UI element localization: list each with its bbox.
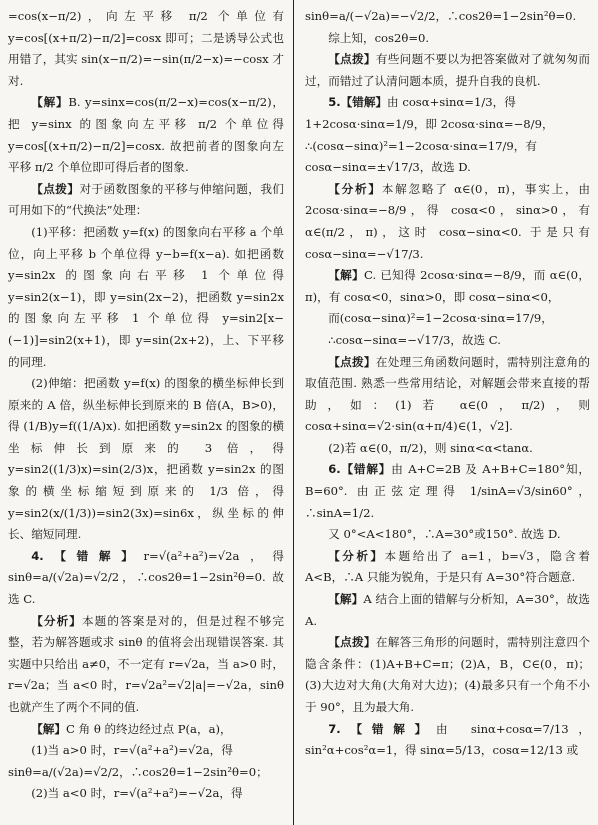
paragraph-text: C 角 θ 的终边经过点 P(a，a)， — [65, 721, 232, 736]
right-paragraph — [305, 330, 590, 352]
paragraph-text: (1)平移：把函数 y=f(x) 的图象向右平移 a 个单位，向上平移 b 个单位得 y−b=f(x−a). 如把函数 y=sin2x 的图象向右平移 1 个单位得 y=sin2(x−1)，即 y=sin(2x−2)，把函数 y=sin2x 的图象向左平移 1 个单位得 y=sin2[x−(−1)]=sin2(x+1)，即 y=sin(2x+2)，上、下平移的同理. — [8, 224, 284, 369]
section-label: 6.【错解】 — [328, 462, 392, 477]
right-paragraph — [305, 459, 590, 524]
section-label: 5.【错解】 — [328, 95, 388, 110]
paragraph-text: (2)若 α∈(0，π/2)，则 sinα<α<tanα. — [328, 440, 533, 455]
paragraph-text: 在解答三角形的问题时，需特别注意四个隐含条件：(1)A+B+C=π；(2)A，B，C∈(0，π)；(3)大边对大角(大角对大边)；(4)最多只有一个角不小于 90°，且为最大角. — [305, 635, 590, 714]
right-paragraph — [305, 179, 590, 265]
right-paragraph — [305, 136, 590, 158]
left-paragraph — [8, 373, 284, 546]
left-column — [8, 6, 284, 805]
right-paragraph — [305, 92, 590, 114]
right-paragraph — [305, 114, 590, 136]
left-paragraph — [8, 6, 284, 92]
paragraph-text: ∴cosα−sinα=−√17/3，故选 C. — [328, 332, 501, 347]
paragraph-text: 本题的答案是对的，但是过程不够完整，若为解答题或求 sinθ 的值将会出现错误答案. 其实题中只给出 a≠0，不一定有 r=√2a，当 a>0 时，r=√2a；当 a<0 时，r=√2a²=√2|a|=−√2a，sinθ 也就产生了两个不同的值. — [8, 613, 284, 714]
paragraph-text: (1)当 a>0 时，r=√(a²+a²)=√2a，得 — [31, 743, 233, 758]
paragraph-text: B. y=sinx=cos(π/2−x)=cos(x−π/2)，把 y=sinx 的图象向左平移 π/2 个单位得 y=cos[(x+π/2)−π/2]=cosx. 故把前者的图象向左平移 π/2 个单位即可得后者的图象. — [8, 95, 284, 175]
right-paragraph — [305, 719, 590, 762]
section-label: 4.【错解】 — [31, 548, 144, 563]
paragraph-text: 本题给出了 a=1，b=√3，隐含着 A<B，∴A 只能为锐角，于是只有 A=30°符合题意. — [305, 548, 590, 585]
left-paragraph — [8, 92, 284, 178]
right-column — [305, 6, 590, 762]
section-label: 【点拨】 — [328, 354, 376, 369]
paragraph-text: ∴(cosα−sinα)²=1−2cosα·sinα=17/9，有 — [305, 138, 537, 153]
left-paragraph — [8, 546, 284, 611]
right-paragraph — [305, 6, 590, 28]
section-label: 【分析】 — [328, 548, 385, 563]
paragraph-text: C. 已知得 2cosα·sinα=−8/9，而 α∈(0，π)，有 cosα<0，sinα>0，即 cosα−sinα<0， — [305, 268, 590, 304]
section-label: 【分析】 — [328, 181, 382, 196]
right-paragraph — [305, 28, 590, 50]
column-divider — [293, 0, 294, 825]
right-paragraph — [305, 308, 590, 330]
left-paragraph — [8, 740, 284, 762]
paragraph-text: 由 A+C=2B 及 A+B+C=180°知，B=60°. 由正弦定理得 1/sinA=√3/sin60°，∴sinA=1/2. — [305, 462, 590, 520]
left-paragraph — [8, 611, 284, 719]
right-paragraph — [305, 546, 590, 589]
paragraph-text: 有些问题不要以为把答案做对了就匆匆而过，而错过了认清问题本质，提升自我的良机. — [305, 52, 590, 88]
paragraph-text: cosα−sinα=±√17/3，故选 D. — [305, 160, 471, 175]
paragraph-text: 1+2cosα·sinα=1/9，即 2cosα·sinα=−8/9， — [305, 116, 554, 131]
section-label: 【解】 — [328, 268, 365, 283]
right-paragraph — [305, 632, 590, 718]
right-paragraph — [305, 438, 590, 460]
paragraph-text: 综上知，cos2θ=0. — [328, 30, 430, 45]
paragraph-text: r=√(a²+a²)=√2a，得 sinθ=a/(√2a)=√2/2，∴cos2θ=1−2sin²θ=0. 故选 C. — [8, 548, 284, 607]
right-paragraph — [305, 524, 590, 546]
section-label: 【解】 — [31, 721, 66, 736]
paragraph-text: sinθ=a/(√2a)=√2/2，∴cos2θ=1−2sin²θ=0； — [8, 764, 268, 779]
section-label: 【解】 — [328, 592, 364, 607]
paragraph-text: sinθ=a/(−√2a)=−√2/2，∴cos2θ=1−2sin²θ=0. — [305, 9, 577, 23]
section-label: 【点拨】 — [31, 181, 80, 196]
left-paragraph — [8, 179, 284, 222]
paragraph-text: (2)伸缩：把函数 y=f(x) 的图象的横坐标伸长到原来的 A 倍，纵坐标伸长到原来的 B 倍(A，B>0)，得 (1/B)y=f((1/A)x). 如把函数 y=sin2x 的图象的横坐标伸长到原来的 3 倍，得 y=sin2((1/3)x)=sin(2/3)x，把函数 y=sin2x 的图象的横坐标缩短到原来的 1/3 倍，得 y=sin2(x/(1/3))=sin2(3x)=sin6x，纵坐标的伸长、缩短同理. — [8, 376, 284, 542]
left-paragraph — [8, 783, 284, 805]
section-label: 【解】 — [31, 95, 69, 110]
paragraph-text: A 结合上面的错解与分析知，A=30°，故选 A. — [305, 592, 590, 628]
paragraph-text: 由 sinα+cosα=7/13，sin²α+cos²α=1，得 sinα=5/13，cosα=12/13 或 — [305, 721, 590, 758]
right-paragraph — [305, 589, 590, 632]
section-label: 【点拨】 — [328, 52, 376, 67]
right-paragraph — [305, 352, 590, 438]
right-paragraph — [305, 265, 590, 308]
section-label: 【点拨】 — [328, 635, 376, 650]
section-label: 7.【错解】 — [328, 721, 437, 736]
section-label: 【分析】 — [31, 613, 82, 628]
paragraph-text: (2)当 a<0 时，r=√(a²+a²)=−√2a，得 — [31, 786, 243, 801]
left-paragraph — [8, 719, 284, 741]
paragraph-text: 对于函数图象的平移与伸缩问题，我们可用如下的“代换法”处理： — [8, 181, 284, 218]
left-paragraph — [8, 762, 284, 784]
right-paragraph — [305, 49, 590, 92]
paragraph-text: 在处理三角函数问题时，需特别注意角的取值范围. 熟悉一些常用结论，对解题会带来直接的帮助，如：(1)若 α∈(0，π/2)，则 cosα+sinα=√2·sin(α+π/4)∈(1，√2]. — [305, 354, 590, 434]
paragraph-text: 本解忽略了 α∈(0，π)，事实上，由 2cosα·sinα=−8/9，得 cosα<0，sinα>0，有 α∈(π/2，π)，这时 cosα−sinα<0. 于是只有 cosα−sinα=−√17/3. — [305, 181, 590, 261]
right-paragraph — [305, 157, 590, 179]
left-paragraph — [8, 222, 284, 373]
paragraph-text: 又 0°<A<180°，∴A=30°或150°. 故选 D. — [328, 527, 561, 542]
paragraph-text: 由 cosα+sinα=1/3，得 — [387, 95, 516, 110]
paragraph-text: =cos(x−π/2)，向左平移 π/2 个单位有 y=cos[(x+π/2)−π/2]=cosx 即可；二是诱导公式也用错了，其实 sin(x−π/2)=−sin(π/2−x)=−cosx 才对. — [8, 9, 284, 88]
paragraph-text: 而(cosα−sinα)²=1−2cosα·sinα=17/9， — [328, 311, 553, 326]
